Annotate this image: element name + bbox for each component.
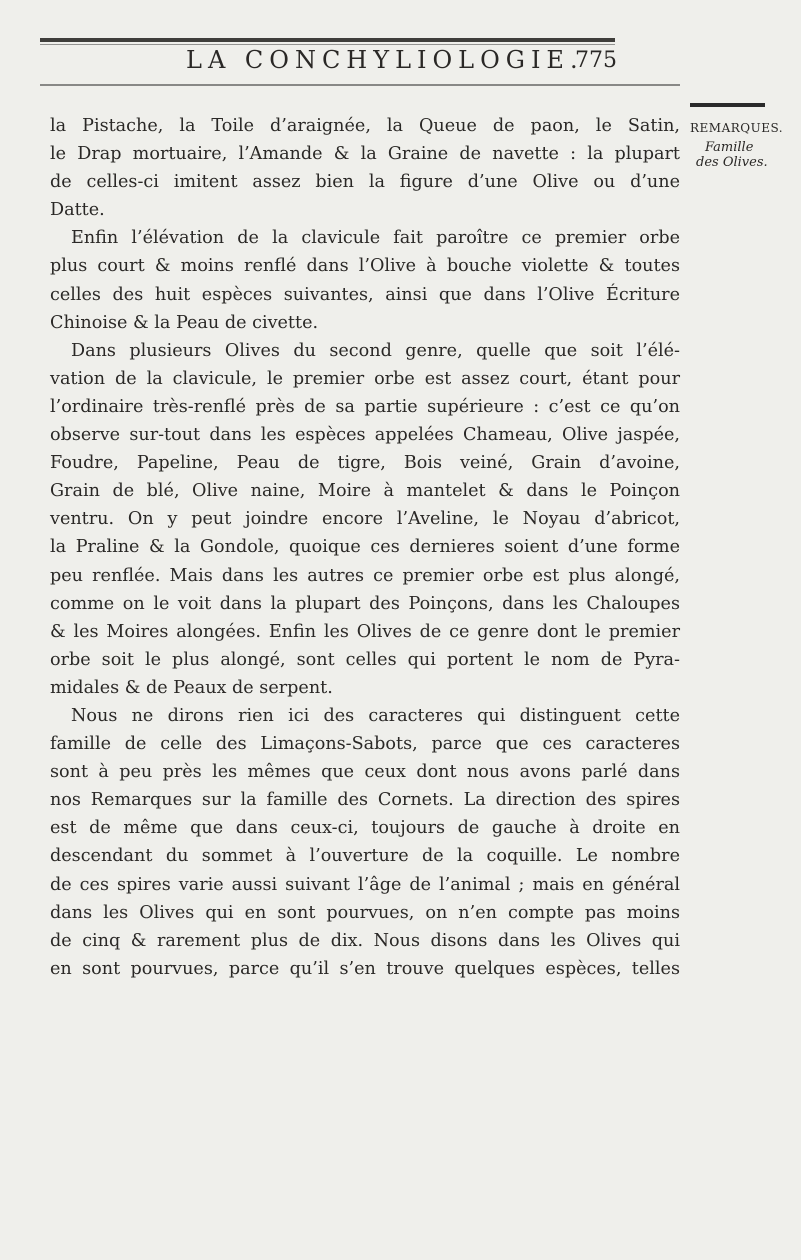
text-line: est de même que dans ceux-ci, toujours de gauche à droite en bbox=[50, 818, 680, 839]
text-line: Enfin l’élévation de la clavicule fait paroître ce premier orbe bbox=[71, 228, 680, 249]
text-line: Datte. bbox=[50, 200, 105, 221]
sidenote-rule bbox=[690, 103, 765, 107]
sidenote-subtitle-2: des Olives. bbox=[696, 155, 768, 170]
text-line: Nous ne dirons rien ici des caracteres qui distinguent cette bbox=[71, 705, 680, 726]
text-line: de cinq & rarement plus de dix. Nous disons dans les Olives qui bbox=[50, 930, 680, 951]
top-decorative-rule bbox=[40, 38, 615, 42]
text-line: vation de la clavicule, le premier orbe est assez court, étant pour bbox=[50, 368, 680, 389]
text-line: ventru. On y peut joindre encore l’Aveline, le Noyau d’abricot, bbox=[50, 509, 680, 530]
text-line: observe sur-tout dans les espèces appelées Chameau, Olive jaspée, bbox=[50, 425, 680, 446]
text-line: l’ordinaire très-renflé près de sa partie supérieure : c’est ce qu’on bbox=[50, 396, 680, 417]
text-line: la Pistache, la Toile d’araignée, la Queue de paon, le Satin, bbox=[50, 116, 680, 136]
text-line: le Drap mortuaire, l’Amande & la Graine de navette : la plupart bbox=[50, 144, 680, 165]
text-line: Dans plusieurs Olives du second genre, quelle que soit l’élé- bbox=[71, 340, 680, 361]
text-line: celles des huit espèces suivantes, ainsi que dans l’Olive Écriture bbox=[50, 284, 680, 305]
text-line: nos Remarques sur la famille des Cornets. La direction des spires bbox=[50, 790, 680, 811]
top-thin-rule bbox=[40, 44, 615, 45]
text-line: de ces spires varie aussi suivant l’âge de l’animal ; mais en général bbox=[50, 874, 680, 895]
text-line: de celles-ci imitent assez bien la figure d’une Olive ou d’une bbox=[50, 172, 680, 193]
text-line: & les Moires alongées. Enfin les Olives de ce genre dont le premier bbox=[50, 621, 680, 642]
sidenote-heading: REMARQUES. bbox=[690, 121, 784, 135]
header-rule bbox=[40, 84, 680, 86]
text-line: midales & de Peaux de serpent. bbox=[50, 677, 333, 698]
text-line: en sont pourvues, parce qu’il s’en trouve quelques espèces, telles bbox=[50, 958, 680, 979]
body-text bbox=[50, 112, 680, 983]
text-line: dans les Olives qui en sont pourvues, on n’en compte pas moins bbox=[50, 902, 680, 923]
text-line: la Praline & la Gondole, quoique ces dernieres soient d’une forme bbox=[50, 537, 680, 558]
sidenote-subtitle-1: Famille bbox=[705, 140, 754, 155]
text-line: Chinoise & la Peau de civette. bbox=[50, 312, 319, 333]
page-number: 775 bbox=[575, 48, 617, 73]
running-title: LA CONCHYLIOLOGIE. bbox=[186, 46, 584, 74]
text-line: orbe soit le plus alongé, sont celles qui portent le nom de Pyra- bbox=[50, 649, 680, 670]
text-line: comme on le voit dans la plupart des Poinçons, dans les Chaloupes bbox=[50, 593, 680, 614]
text-line: descendant du sommet à l’ouverture de la coquille. Le nombre bbox=[50, 846, 680, 867]
text-line: sont à peu près les mêmes que ceux dont nous avons parlé dans bbox=[50, 762, 680, 783]
text-line: Foudre, Papeline, Peau de tigre, Bois veiné, Grain d’avoine, bbox=[50, 453, 680, 474]
text-line: Grain de blé, Olive naine, Moire à mantelet & dans le Poinçon bbox=[50, 481, 680, 502]
text-line: peu renflée. Mais dans les autres ce premier orbe est plus alongé, bbox=[50, 565, 680, 586]
text-line: famille de celle des Limaçons-Sabots, parce que ces caracteres bbox=[50, 734, 680, 755]
text-line: plus court & moins renflé dans l’Olive à bouche violette & toutes bbox=[50, 256, 680, 277]
